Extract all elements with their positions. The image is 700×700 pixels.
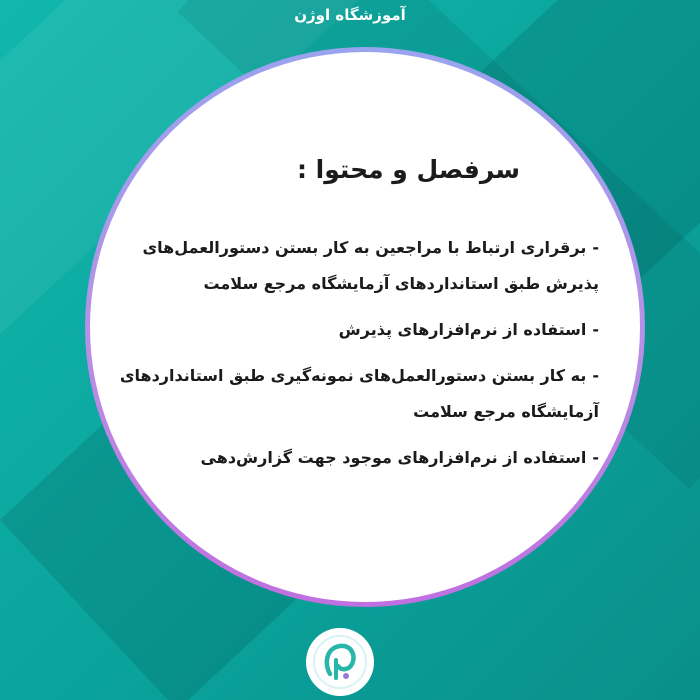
brand-logo-icon [312,634,368,690]
bullet-marker: - [592,448,599,467]
list-item [104,230,599,302]
section-heading: سرفصل و محتوا : [296,155,520,184]
list-item-text: استفاده از نرم‌افزارهای موجود جهت گزارش‌دهی [200,448,587,467]
bullet-marker: - [592,320,599,339]
brand-logo [306,628,374,696]
bullet-marker: - [592,366,599,385]
list-item [104,312,599,348]
topics-list [104,230,599,486]
list-item [104,358,599,430]
list-item-text: استفاده از نرم‌افزارهای پذیرش [338,320,587,339]
list-item-text: برقراری ارتباط با مراجعین به کار بستن دستورالعمل‌های پذیرش طبق استانداردهای آزمایشگاه مرجع سلامت [142,238,599,293]
list-item [104,440,599,476]
bullet-marker: - [592,238,599,257]
brand-title: آموزشگاه اوژن [294,6,406,24]
list-item-text: به کار بستن دستورالعمل‌های نمونه‌گیری طبق استانداردهای آزمایشگاه مرجع سلامت [119,366,599,421]
content-card [90,52,640,602]
